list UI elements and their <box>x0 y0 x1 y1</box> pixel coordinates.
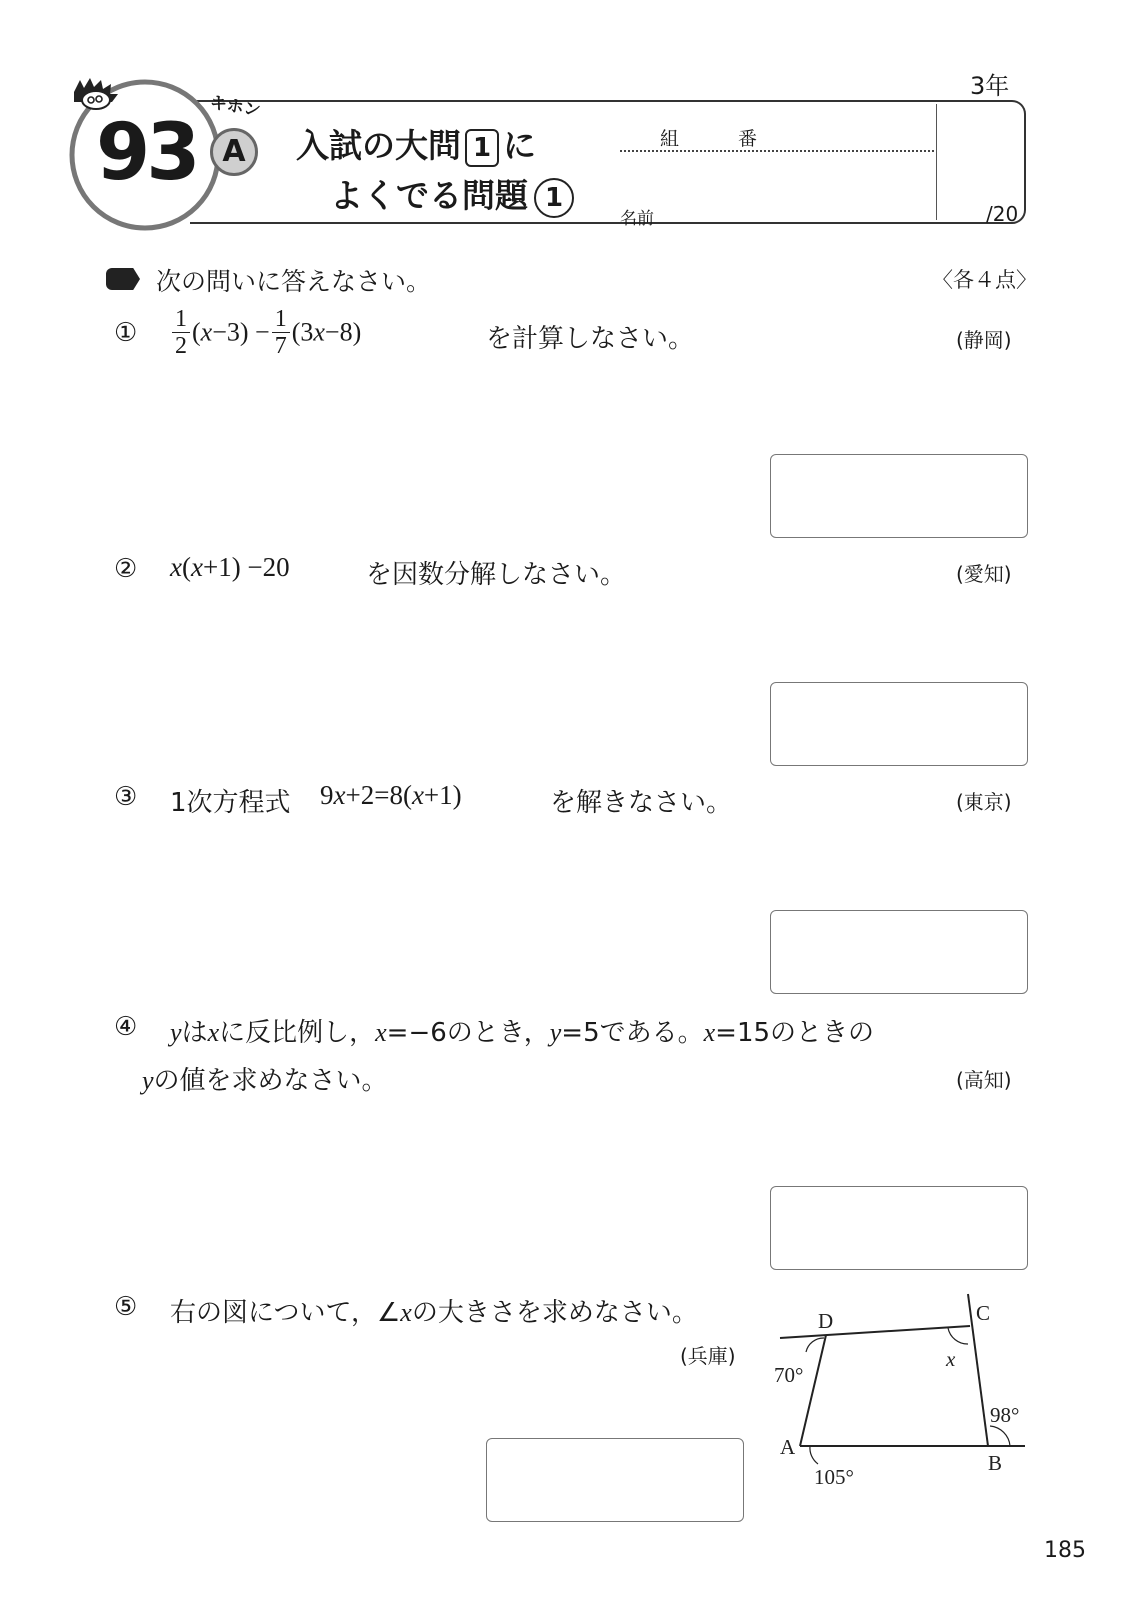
angle-label-a: 105° <box>814 1465 854 1489</box>
class-seat-field[interactable] <box>620 150 934 152</box>
answer-box-3[interactable] <box>770 910 1028 994</box>
text-part: =−6のとき， <box>386 1018 550 1048</box>
pencil-bullet-icon <box>106 268 140 290</box>
answer-box-2[interactable] <box>770 682 1028 766</box>
vertex-label-d: D <box>818 1309 834 1333</box>
expr-part: 9 <box>320 780 334 810</box>
text-part: に反比例し， <box>219 1018 376 1048</box>
question-5-source: (兵庫) <box>680 1344 736 1368</box>
unit-number: 93 <box>96 108 197 198</box>
instruction-text: 次の問いに答えなさい。 <box>156 267 432 296</box>
text-part: は <box>181 1018 208 1048</box>
seat-label: 番 <box>738 128 758 150</box>
question-number-3: ③ <box>114 782 138 812</box>
answer-box-1[interactable] <box>770 454 1028 538</box>
variable-x: x <box>375 1018 387 1047</box>
angle-label-d: 70° <box>774 1363 804 1387</box>
text-part: の値を求めなさい。 <box>153 1066 388 1096</box>
expr-part: +2=8( <box>345 780 412 810</box>
question-number-2: ② <box>114 554 138 584</box>
score-divider <box>936 104 937 220</box>
variable-x: x <box>200 317 213 347</box>
title-box-number: 1 <box>465 129 499 167</box>
question-1-text: を計算しなさい。 <box>486 324 695 354</box>
question-number-1: ① <box>114 318 138 348</box>
score-total: /20 <box>986 202 1019 226</box>
angle-label-c: x <box>946 1347 956 1371</box>
variable-x: x <box>190 552 203 582</box>
variable-x: x <box>411 780 424 810</box>
quadrilateral-figure <box>770 1286 1040 1496</box>
title-circle-number: 1 <box>534 178 574 218</box>
fraction-denominator: 2 <box>175 333 187 359</box>
points-label: 〈各４点〉 <box>932 268 1037 292</box>
vertex-label-a: A <box>780 1435 796 1459</box>
variable-y: y <box>142 1066 154 1095</box>
question-number-4: ④ <box>114 1012 138 1042</box>
variable-y: y <box>549 1018 562 1047</box>
question-number-5: ⑤ <box>114 1292 138 1322</box>
question-3-prefix: 1次方程式 <box>170 788 291 818</box>
expr-part: ( <box>181 552 191 582</box>
text-part: の大きさを求めなさい。 <box>411 1298 698 1328</box>
answer-box-5[interactable] <box>486 1438 744 1522</box>
vertex-label-c: C <box>976 1301 991 1325</box>
question-4-line-1 <box>170 1012 874 1049</box>
question-2-text: を因数分解しなさい。 <box>366 560 627 590</box>
expr-part: −8) <box>324 317 362 347</box>
vertex-label-b: B <box>988 1451 1003 1475</box>
question-2-expression <box>170 552 290 583</box>
question-4-source: (高知) <box>956 1068 1012 1092</box>
variable-x: x <box>207 1018 220 1047</box>
page-number: 185 <box>1044 1538 1086 1563</box>
class-label: 組 <box>660 128 680 150</box>
question-1-expression <box>170 306 361 359</box>
variable-x: x <box>400 1298 412 1327</box>
variable-x: x <box>170 552 182 582</box>
fraction-denominator: 7 <box>274 333 287 359</box>
variable-x: x <box>703 1018 716 1047</box>
text-part: =5である。 <box>561 1018 704 1048</box>
question-2-source: (愛知) <box>956 562 1012 586</box>
expr-part: +1) <box>423 780 462 810</box>
fraction-numerator: 1 <box>172 306 190 333</box>
text-part: 右の図について，∠ <box>170 1298 401 1328</box>
fraction-numerator: 1 <box>272 306 290 333</box>
text-part: =15のときの <box>715 1018 875 1048</box>
angle-label-b: 98° <box>990 1403 1020 1427</box>
question-3-text: を解きなさい。 <box>550 788 733 818</box>
expr-part: +1) −20 <box>202 552 290 582</box>
level-badge: A <box>210 128 258 176</box>
question-1-source: (静岡) <box>956 328 1012 352</box>
grade-label: 3年 <box>970 72 1010 100</box>
name-label: 名前 <box>620 209 654 229</box>
expr-part: ( <box>192 317 201 347</box>
question-3-source: (東京) <box>956 790 1012 814</box>
level-label: キホン <box>208 92 262 122</box>
question-3-expression <box>320 780 462 811</box>
expr-part: (3 <box>291 317 314 347</box>
question-4-line-2 <box>142 1060 388 1097</box>
question-5-text <box>170 1292 698 1329</box>
title-line-1 <box>296 120 536 167</box>
answer-box-4[interactable] <box>770 1186 1028 1270</box>
expr-part: −3) − <box>212 317 270 347</box>
variable-y: y <box>170 1018 182 1047</box>
title-text-end: に <box>503 126 536 165</box>
variable-x: x <box>333 780 346 810</box>
title-text: 入試の大問 <box>296 126 461 165</box>
variable-x: x <box>313 317 325 347</box>
title-line-2 <box>330 170 574 218</box>
title-text-2: よくでる問題 <box>330 176 528 215</box>
